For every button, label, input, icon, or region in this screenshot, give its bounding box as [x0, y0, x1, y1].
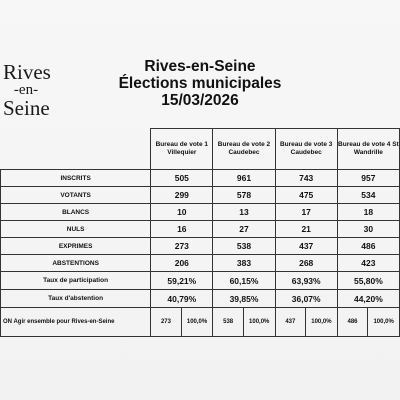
- table-cell: 30: [337, 221, 399, 238]
- table-cell: 60,15%: [213, 272, 275, 290]
- table-cell: 475: [275, 187, 337, 204]
- table-cell: 578: [213, 187, 275, 204]
- table-cell: 16: [151, 221, 213, 238]
- table-cell: 10: [151, 204, 213, 221]
- table-row: [1, 290, 400, 308]
- row-label: Taux de participation: [1, 272, 151, 290]
- election-title: Élections municipales: [118, 75, 282, 92]
- table-cell: 486: [337, 308, 367, 337]
- town-logo: [3, 62, 49, 118]
- row-label: INSCRITS: [1, 170, 151, 187]
- table-cell: 100,0%: [243, 308, 275, 337]
- row-label: BLANCS: [1, 204, 151, 221]
- document-header: [100, 58, 300, 109]
- table-cell: 273: [151, 308, 181, 337]
- election-date: 15/03/2026: [161, 92, 239, 109]
- table-cell: 268: [275, 255, 337, 272]
- table-cell: 538: [213, 238, 275, 255]
- table-cell: 100,0%: [306, 308, 338, 337]
- town-name: Rives-en-Seine: [144, 58, 256, 75]
- column-header: Bureau de vote 1 Villequier: [151, 129, 213, 170]
- table-row: [1, 170, 400, 187]
- logo-line-3: Seine: [3, 96, 50, 120]
- table-cell: 40,79%: [151, 290, 213, 308]
- table-cell: 437: [275, 308, 305, 337]
- header-blank-cell: [1, 129, 151, 170]
- row-label: EXPRIMES: [1, 238, 151, 255]
- table-cell: 505: [151, 170, 213, 187]
- table-cell: 957: [337, 170, 399, 187]
- table-cell: 59,21%: [151, 272, 213, 290]
- table-cell: 18: [337, 204, 399, 221]
- table-header-row: [1, 129, 400, 170]
- table-cell: 100,0%: [368, 308, 400, 337]
- row-label: NULS: [1, 221, 151, 238]
- table-cell: 63,93%: [275, 272, 337, 290]
- logo-line-2: -en-: [13, 82, 39, 98]
- table-cell: 21: [275, 221, 337, 238]
- table-cell: 486: [337, 238, 399, 255]
- list-label: ON Agir ensemble pour Rives-en-Seine: [1, 308, 151, 337]
- table-cell: 273: [151, 238, 213, 255]
- column-header: Bureau de vote 4 St Wandrille: [337, 129, 399, 170]
- table-cell: 383: [213, 255, 275, 272]
- table-cell: 44,20%: [337, 290, 399, 308]
- table-row: [1, 255, 400, 272]
- row-label: VOTANTS: [1, 187, 151, 204]
- table-cell: 17: [275, 204, 337, 221]
- table-cell: 743: [275, 170, 337, 187]
- table-row: [1, 308, 400, 337]
- table-cell: 961: [213, 170, 275, 187]
- table-cell: 55,80%: [337, 272, 399, 290]
- table-cell: 13: [213, 204, 275, 221]
- table-cell: 534: [337, 187, 399, 204]
- column-header: Bureau de vote 2 Caudebec: [213, 129, 275, 170]
- logo-line-1: Rives: [3, 60, 51, 84]
- table-cell: 36,07%: [275, 290, 337, 308]
- row-label: ABSTENTIONS: [1, 255, 151, 272]
- table-cell: 100,0%: [181, 308, 213, 337]
- table-cell: 538: [213, 308, 243, 337]
- table-cell: 39,85%: [213, 290, 275, 308]
- results-table: [0, 128, 400, 337]
- table-cell: 437: [275, 238, 337, 255]
- table-row: [1, 204, 400, 221]
- table-row: [1, 272, 400, 290]
- table-cell: 299: [151, 187, 213, 204]
- table-cell: 206: [151, 255, 213, 272]
- table-row: [1, 238, 400, 255]
- column-header: Bureau de vote 3 Caudebec: [275, 129, 337, 170]
- table-row: [1, 221, 400, 238]
- table-cell: 27: [213, 221, 275, 238]
- row-label: Taux d'abstention: [1, 290, 151, 308]
- table-cell: 423: [337, 255, 399, 272]
- table-row: [1, 187, 400, 204]
